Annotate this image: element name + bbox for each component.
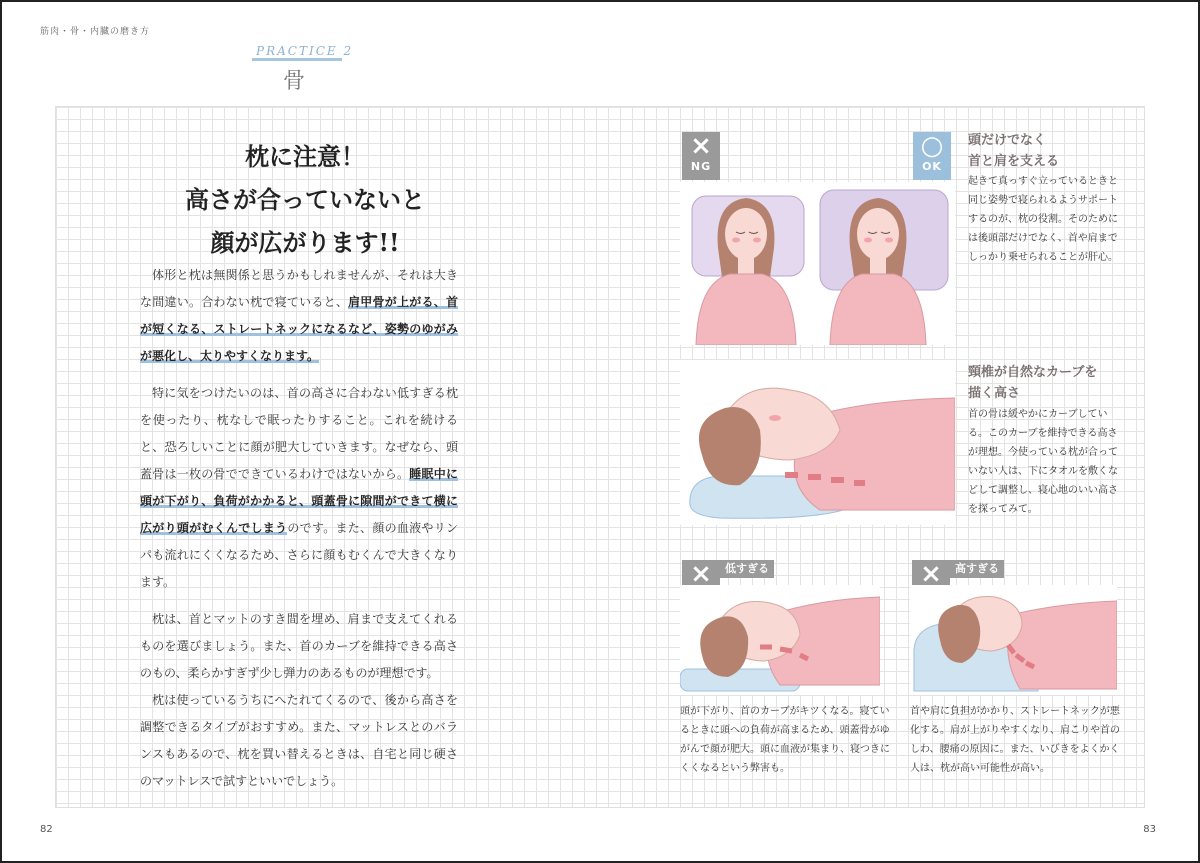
- caption-1-title: 頭だけでなく 首と肩を支える: [968, 133, 1060, 169]
- too-low-pillow-illustration: [680, 585, 880, 695]
- tag-too-low: 低すぎる: [720, 560, 774, 578]
- ok-badge-top: ○ OK: [913, 132, 951, 180]
- ng-badge-high: × NG: [912, 560, 950, 608]
- pillow-comparison-illustration: [680, 182, 955, 345]
- paragraph-2: 特に気をつけたいのは、首の高さに合わない低すぎる枕を使ったり、枕なしで眠ったりすること。これを続けると、恐ろしいことに顔が肥大していきます。なぜなら、頭蓋骨は一枚の骨でできているわけではないから。睡眠中に頭が下がり、負荷がかかると、頭蓋骨に隙間ができて横に広がり頭がむくんでしまうのです。また、顔の血液やリンパも流れにくくなるため、さらに顔もむくんで大きくなります。: [140, 386, 458, 589]
- headline-line-3: 顔が広がります!!: [210, 228, 400, 257]
- section-title: 骨: [283, 69, 306, 94]
- side-view-ideal-illustration: [680, 360, 955, 525]
- too-high-pillow-illustration: [910, 585, 1117, 695]
- paragraph-3: 枕は、首とマットのすき間を埋め、肩まで支えてくれるものを選びましょう。また、首のカーブを維持できる高さのもの、柔らかすぎず少し弾力のあるものが理想です。: [140, 612, 458, 680]
- ng-badge-low: × NG: [682, 560, 720, 608]
- body-text: [140, 262, 458, 795]
- tag-too-high: 高すぎる: [950, 560, 1004, 578]
- caption-2-title: 頸椎が自然なカーブを 描く高さ: [968, 365, 1098, 401]
- running-header: 筋肉・骨・内臓の磨き方: [40, 27, 151, 37]
- ng-badge-top: × NG: [682, 132, 720, 180]
- page-number-left: 82: [40, 824, 53, 835]
- headline: [140, 135, 470, 264]
- highlight-2: 睡眠中に頭が下がり、負荷がかかると、頭蓋骨に隙間ができて横に広がり頭がむくんでしまう: [140, 467, 458, 535]
- practice-underline: [252, 58, 342, 61]
- paragraph-1: 体形と枕は無関係と思うかもしれませんが、それは大きな間違い。合わない枕で寝ていると、肩甲骨が上がる、首が短くなる、ストレートネックになるなど、姿勢のゆがみが悪化し、太りやすくなります。: [140, 268, 458, 363]
- highlight-1: 肩甲骨が上がる、首が短くなる、ストレートネックになるなど、姿勢のゆがみが悪化し、太りやすくなります。: [140, 295, 458, 363]
- caption-2-text: 首の骨は緩やかにカーブしている。このカーブを維持できる高さが理想。今使っている枕が合っていない人は、下にタオルを敷くなどして調整し、寝心地のいい高さを探ってみて。: [968, 409, 1118, 515]
- headline-line-1: 枕に注意！: [245, 142, 365, 171]
- caption-4-text: 首や肩に負担がかかり、ストレートネックが悪化する。肩が上がりやすくなり、肩こりや首のしわ、腰痛の原因に。また、いびきをよくかく人は、枕が高い可能性が高い。: [910, 706, 1120, 774]
- caption-3-text: 頭が下がり、首のカーブがキツくなる。寝ているときに頭への負荷が高まるため、頭蓋骨がゆがんで顔が肥大。頭に血液が集まり、寝つきにくくなるという弊害も。: [680, 706, 890, 774]
- caption-1-text: 起きて真っすぐ立っているときと同じ姿勢で寝られるようサポートするのが、枕の役割。そのためには後頭部だけでなく、首や肩までしっかり乗せられることが肝心。: [968, 176, 1118, 263]
- paragraph-4: 枕は使っているうちにへたれてくるので、後から高さを調整できるタイプがおすすめ。また、マットレスとのバランスもあるので、枕を買い替えるときは、自宅と同じ硬さのマットレスで試すといいでしょう。: [140, 693, 458, 788]
- practice-label: PRACTICE 2: [256, 44, 354, 58]
- headline-line-2: 高さが合っていないと: [185, 185, 425, 214]
- page-number-right: 83: [1143, 824, 1156, 835]
